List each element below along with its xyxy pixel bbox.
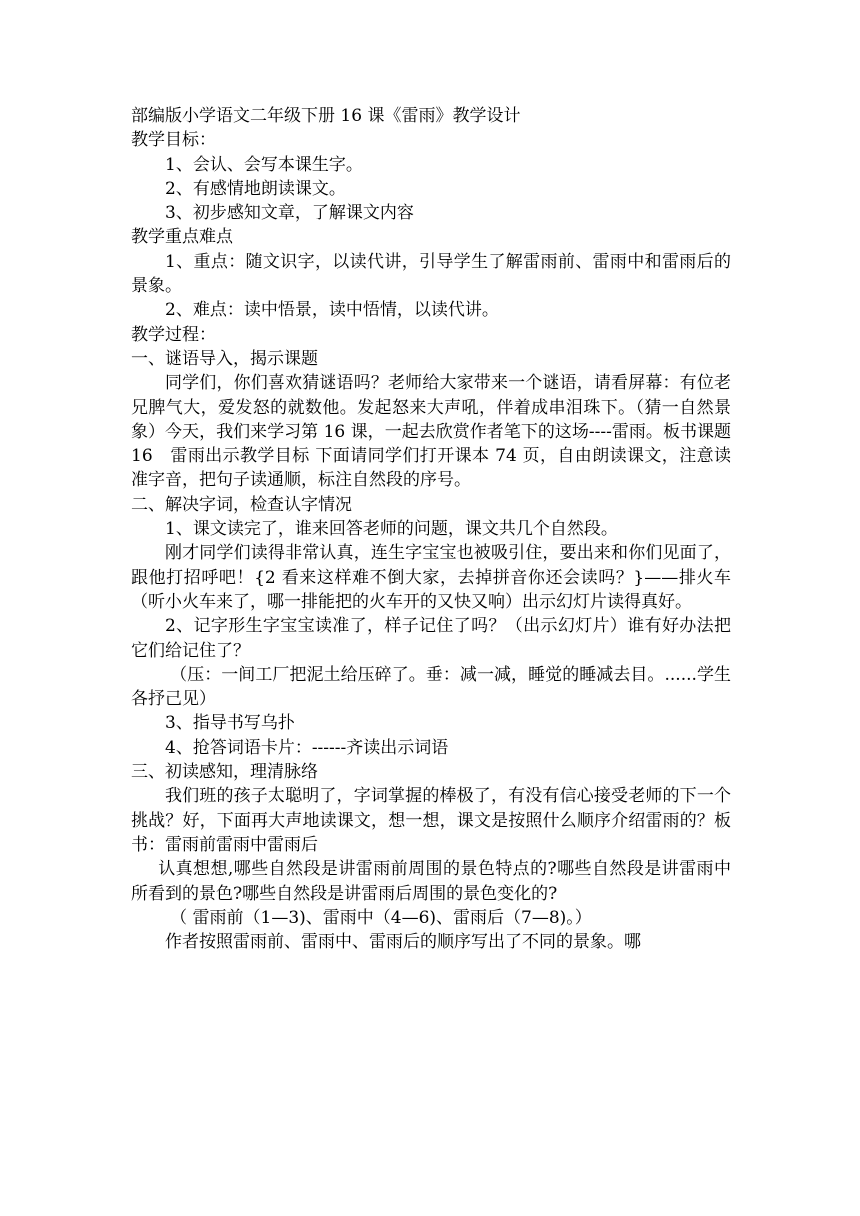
paragraph: （压：一间工厂把泥土给压碎了。垂：减一减，睡觉的睡减去目。......学生各抒己见） xyxy=(131,664,731,710)
paragraph: 教学重点难点 xyxy=(131,227,233,248)
paragraph: 2、难点：读中悟景，读中悟情，以读代讲。 xyxy=(165,300,499,321)
paragraph: 1、重点：随文识字，以读代讲，引导学生了解雷雨前、雷雨中和雷雨后的景象。 xyxy=(131,251,731,297)
paragraph: 教学目标： xyxy=(131,130,216,151)
paragraph: 三、初读感知，理清脉络 xyxy=(131,762,318,783)
paragraph: 作者按照雷雨前、雷雨中、雷雨后的顺序写出了不同的景象。哪 xyxy=(165,932,641,953)
paragraph: 一、谜语导入，揭示课题 xyxy=(131,348,318,369)
paragraph: 2、有感情地朗读课文。 xyxy=(165,178,346,199)
paragraph: 认真想想,哪些自然段是讲雷雨前周围的景色特点的?哪些自然段是讲雷雨中所看到的景色?哪些自然段是讲雷雨后周围的景色变化的? xyxy=(131,859,731,904)
paragraph: （ 雷雨前（1—3)、雷雨中（4—6)、雷雨后（7—8)。） xyxy=(170,907,592,928)
paragraph: 二、解决字词，检查认字情况 xyxy=(131,494,352,515)
paragraph: 1、课文读完了，谁来回答老师的问题，课文共几个自然段。 xyxy=(165,519,618,540)
paragraph: 4、抢答词语卡片：------齐读出示词语 xyxy=(165,737,449,758)
paragraph: 同学们，你们喜欢猜谜语吗？老师给大家带来一个谜语，请看屏幕：有位老兄脾气大，爱发怒的就数他。发起怒来大声吼，伴着成串泪珠下。（猜一自然景象）今天，我们来学习第 16 课，一起去欣赏作者笔下的这场----雷雨。板书课题 16 雷雨出示教学目标 下面请同学们打开课本 74 页，自由朗读课文，注意读准字音，把句子读通顺，标注自然段的序号。 xyxy=(131,373,731,491)
document-body xyxy=(131,128,731,954)
document-page xyxy=(131,104,731,954)
paragraph: 2、记字形生字宝宝读准了，样子记住了吗？（出示幻灯片）谁有好办法把它们给记住了？ xyxy=(131,616,731,661)
paragraph: 1、会认、会写本课生字。 xyxy=(165,154,363,175)
paragraph: 我们班的孩子太聪明了，字词掌握的棒极了，有没有信心接受老师的下一个挑战？好，下面再大声地读课文，想一想，课文是按照什么顺序介绍雷雨的？板书：雷雨前雷雨中雷雨后 xyxy=(131,786,731,855)
document-title: 部编版小学语文二年级下册 16 课《雷雨》教学设计 xyxy=(131,106,521,126)
paragraph: 3、指导书写乌扑 xyxy=(165,713,295,734)
paragraph: 教学过程： xyxy=(131,324,216,345)
paragraph: 3、初步感知文章，了解课文内容 xyxy=(165,203,414,224)
paragraph: 刚才同学们读得非常认真，连生字宝宝也被吸引住，要出来和你们见面了，跟他打招呼吧！{2 看来这样难不倒大家，去掉拼音你还会读吗？}——排火车（听小火车来了，哪一排能把的火车开的又快又响）出示幻灯片读得真好。 xyxy=(131,543,731,612)
